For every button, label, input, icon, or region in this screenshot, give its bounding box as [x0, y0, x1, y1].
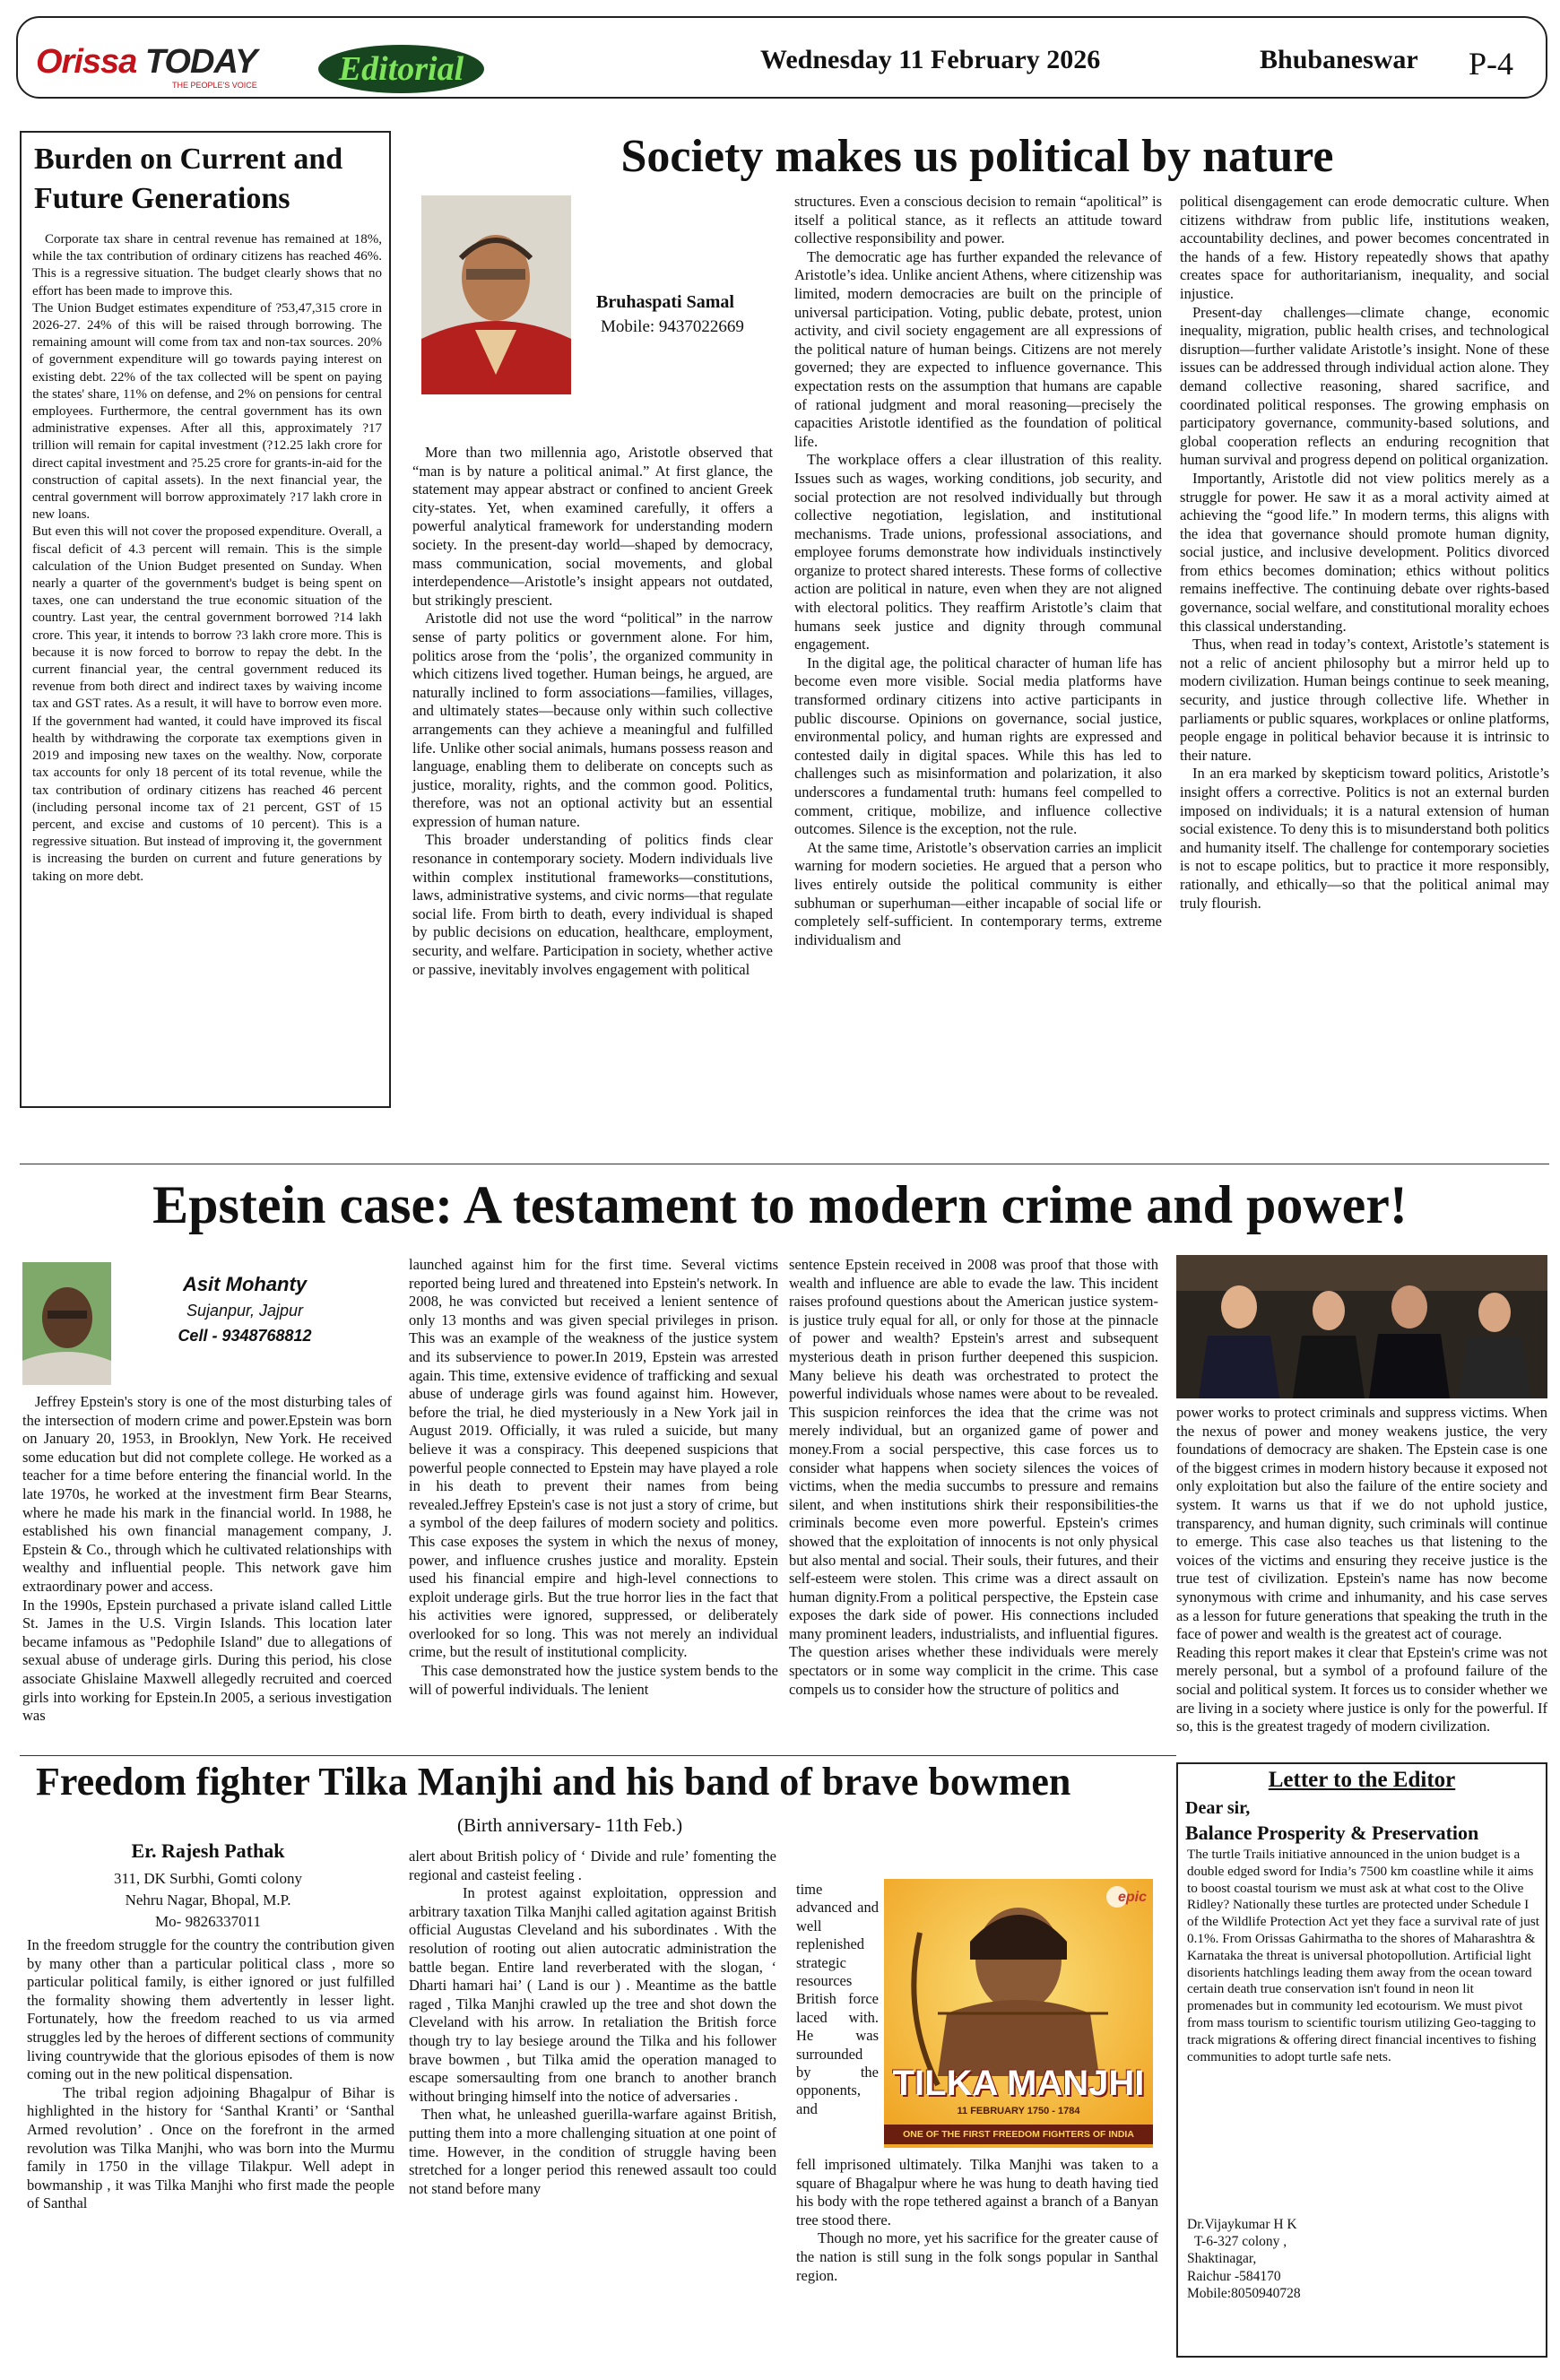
article3-column-1: In the freedom struggle for the country the contribution given by many other than a particular political class , more so particular political family, is either ignored or just fulfilled the formality showing them advertently in lesser light. Fortunately, how the freedom reached to us via armed struggles led by the heroes of different sections of community living countrywide that the glorious episodes of them is now coming out in the new political dispensation. The tribal region adjoining Bhagalpur of Bihar is highlighted in the history for ‘Santhal Kranti’ or ‘Santhal Armed revolution’ . Once on the forefront in the armed revolution was Tilka Manjhi, who was born into the Murmu family in 1750 in the village Tilakpur. Well adept in bowmanship , it was Tilka Manjhi who first made the people of Santhal: [27, 1936, 394, 2212]
section-badge: Editorial: [318, 45, 484, 93]
poster-dates: 11 FEBRUARY 1750 - 1784: [957, 2106, 1080, 2116]
sidebar-body: Corporate tax share in central revenue has remained at 18%, while the tax contribution of ordinary citizens has reached 46%. This is a regressive situation. The budget clearly shows that no effort has been made to improve this. The Union Budget estimates expenditure of ?53,47,315 crore in 2026-27. 24% of this will be raised through borrowing. The remaining amount will come from tax and non-tax sources. 20% of government expenditure will go towards paying interest on existing debt. 22% of the tax collected will be spent on paying the states' share, 11% on defense, and 2% on pensions for central employees. Furthermore, the central government has its own administrative expenses. After all this, approximately ?17 trillion will remain for capital investment (?12.25 lakh crore for direct capital investment and ?5.25 crore for grants-in-aid for the construction of capital assets). In the next financial year, the central government will borrow approximately ?17 lakh crore in new loans. But even this will not cover the proposed expenditure. Overall, a fiscal deficit of 4.3 percent will remain. This is the simple calculation of the Union Budget presented on Sunday. When nearly a quarter of the government's budget is being spent on taxes, one can understand the true economic situation of the country. Last year, the central government borrowed ?14 lakh crore. This year, it intends to borrow ?3 lakh crore more. This is because it is now forced to borrow to repay the debt. In the current financial year, the central government reduced its revenue from both direct and indirect taxes by waiving income tax and GST rates. As a result, it will have to borrow even more. If the government had wanted, it could have improved its fiscal health by withdrawing the corporate tax exemptions given in 2019 and imposing new taxes on the wealthy. Now, corporate tax accounts for only 18 percent of its total revenue, while the tax contribution of ordinary citizens has reached 46 percent (including personal income tax of 21 percent, GST of 15 percent, and excise and customs of 10 percent). This is a regressive situation. But instead of improving it, the government is increasing the burden on current and future generations by taking on more debt.: [32, 232, 382, 884]
newspaper-logo: Orissa TODAY: [36, 43, 257, 81]
article3-column-2: alert about British policy of ‘ Divide and rule’ fomenting the regional and casteist feeling . In protest against exploitation, oppression and arbitrary taxation Tilka Manjhi called agitation against British official Augustas Cleveland and his subordinates . With the resolution of rooting out alien autocratic administration the battle began. Entire land reverberated with the slogan, ‘ Dharti hamari hai’ ( Land is our ) . Meantime as the battle raged , Tilka Manjhi crawled up the tree and shot down the Cleveland with his arrow. In retaliation the British force though try to lay besiege around the Tilka and his follower brave bowmen , but Tilka amid the operation managed to escape somersaulting from one branch to another branch without bringing himself into the notice of adversaries . Then what, he unleashed guerilla-warfare against British, putting them into a more challenging situation at one point of time. However, in the condition of struggle having been stretched for a longer period this renewed assault too could not stand before many: [409, 1848, 776, 2197]
poster-tagline: ONE OF THE FIRST FREEDOM FIGHTERS OF INDIA: [884, 2125, 1153, 2144]
article1-mobile: Mobile: 9437022669: [601, 317, 744, 336]
article2-column-2: launched against him for the first time. Several victims reported being lured and threatened into Epstein's network. In 2008, he was convicted but received a lenient sentence of only 13 months and was given special privileges in prison. This was an example of the weakness of the justice system and its subservience to power.In 2019, Epstein was arrested again. This time, extensive evidence of trafficking and sexual abuse of underage girls was found against him. However, before the trial, he died mysteriously in a New York jail in August 2019. Officially, it was ruled a suicide, but many believe it was a conspiracy. This deepened suspicions that powerful people connected to Epstein may have played a role in his death to prevent their names from being revealed.Jeffrey Epstein's case is not just a story of crime, but a symbol of the deep failures of modern society and politics. This case exposes the system in which the nexus of money, power, and influence crushes justice and morality. Epstein used his financial empire and high-level connections to exploit underage girls. But the true horror lies in the fact that his activities were ignored, suppressed, or deliberately overlooked for so long. This was not merely an individual crime, but the result of institutional complicity. This case demonstrated how the justice system bends to the will of powerful individuals. The lenient: [409, 1256, 778, 1698]
news-photo: [1176, 1255, 1547, 1398]
letter-salutation: Dear sir,: [1185, 1798, 1251, 1818]
article2-cell: Cell - 9348768812: [178, 1327, 312, 1345]
city-name: Bhubaneswar: [1260, 45, 1418, 74]
article2-column-1: Jeffrey Epstein's story is one of the most disturbing tales of the intersection of modern crime and power.Epstein was born on January 20, 1953, in Brooklyn, New York. He received some education but did not complete college. He worked as a teacher for a time before entering the financial world. In the late 1970s, he worked at the investment firm Bear Stearns, where he made his mark in the financial world. In 1988, he established his own financial management company, J. Epstein & Co., through which he cultivated relationships with wealthy and influential people. This network gave him extraordinary power and access. In the 1990s, Epstein purchased a private island called Little St. James in the U.S. Virgin Islands. This location later became infamous as "Pedophile Island" due to allegations of sexual abuse of underage girls. During this period, his close associate Ghislaine Maxwell allegedly recruited and coerced girls into working for Epstein.In 2005, a serious investigation was: [22, 1393, 392, 1725]
article2-headline: Epstein case: A testament to modern crime and power!: [152, 1175, 1408, 1234]
sidebar-title: Burden on Current and Future Generations: [34, 143, 343, 215]
letter-title: Balance Prosperity & Preservation: [1185, 1822, 1479, 1844]
article3-headline: Freedom fighter Tilka Manjhi and his band of brave bowmen: [36, 1760, 1071, 1804]
article1-column-1: More than two millennia ago, Aristotle observed that “man is by nature a political animal.” At first glance, the statement may appear abstract or confined to ancient Greek city-states. Yet, when examined carefully, it offers a powerful analytical framework for understanding modern society. In the present-day world—shaped by democracy, mass communication, social movements, and global interdependence—Aristotle’s insight appears not outdated, but strikingly prescient. Aristotle did not use the word “political” in the narrow sense of party politics or government alone. For him, politics arose from the ‘polis’, the organized community in which citizens lived together. Human beings, he argued, are naturally inclined to form associations—families, villages, and ultimately states—because only within such collective arrangements can they achieve a meaningful and fulfilled life. Unlike other social animals, humans possess reason and language, enabling them to deliberate on concepts such as justice, morality, rights, and the common good. Politics, therefore, was not an optional activity but an essential expression of human nature. This broader understanding of politics finds clear resonance in contemporary society. Modern individuals live within complex institutional frameworks—constitutions, laws, administrative systems, and civic norms—that regulate social life. From birth to death, every individual is shaped by public decisions on education, healthcare, employment, security, and welfare. Participation in society, whether active or passive, inevitably involves engagement with political: [412, 444, 773, 978]
section-divider: [20, 1755, 1176, 1756]
article3-subtitle: (Birth anniversary- 11th Feb.): [457, 1814, 683, 1836]
article1-headline: Society makes us political by nature: [620, 131, 1334, 182]
article3-mobile: Mo- 9826337011: [155, 1913, 261, 1930]
issue-date: Wednesday 11 February 2026: [760, 45, 1101, 74]
article3-author: Er. Rajesh Pathak: [131, 1839, 285, 1862]
article3-column-3: fell imprisoned ultimately. Tilka Manjhi was taken to a square of Bhagalpur where he was hung to death having tied his body with the rope tethered against a branch of a Banyan tree stood there. Though no more, yet his sacrifice for the greater cause of the nation is still sung in the folk songs popular in Santhal region.: [796, 2156, 1158, 2284]
article2-column-3: sentence Epstein received in 2008 was proof that those with wealth and influence are able to evade the law. This incident raises profound questions about the American justice system-is justice truly equal for all, or only for those at the pinnacle of power and wealth? Epstein's arrest and subsequent mysterious death in prison further deepened this suspicion. Many believe his death was orchestrated to protect the powerful individuals whose names were about to be revealed. This suspicion reinforces the idea that the crime was not merely individual, but an organized game of power and money.From a social perspective, this case forces us to consider what happens when society silences the voices of victims, when the media succumbs to pressure and remains silent, and when institutions shirk their responsibilities-the criminals become even more powerful. Epstein's crimes showed that the exploitation of innocents is not only physical but also mental and social. Their souls, their futures, and their self-esteem were stolen. This crime was a direct assault on human dignity.From a political perspective, the Epstein case exposes the dark side of power. His connections included many prominent leaders, industrialists, and influential figures. The question arises whether these individuals were merely spectators or in some way complicit in the crime. This case compels us to consider how the structure of politics and: [789, 1256, 1158, 1698]
article3-column-3-narrow: time advanced and well replenished strategic resources British force laced with. He was surrounded by the opponents, and: [796, 1881, 879, 2117]
letter-body: The turtle Trails initiative announced in the union budget is a double edged sword for India’s 7500 km coastline while it aims to boost coastal tourism we must ask at what cost to the Olive Ridley? Nationally these turtles are protected under Schedule I of the Wildlife Protection Act yet they face a survival rate of just 0.1%. From Orissas Gahirmatha to the shores of Maharashtra & Karnataka the threat is universal photopollution. Artificial light disorients hatchlings leading them away from the ocean toward certain death true conservation isn't found in neon lit promenades but in community led ecotourism. We must pivot from mass tourism to scientific tourism utilizing Geo-tagging to track migrations & offering direct financial incentives to fishing communities to adopt turtle safe nets.: [1187, 1847, 1540, 2064]
article2-author: Asit Mohanty: [182, 1273, 308, 1295]
article1-column-3: political disengagement can erode democratic culture. When citizens withdraw from public life, institutions weaken, accountability declines, and power becomes concentrated in the hands of a few. History repeatedly shows that apathy creates space for authoritarianism, inequality, and social injustice. Present-day challenges—climate change, economic inequality, migration, public health crises, and technological disruption—further validate Aristotle’s insight. None of these issues can be addressed through individual action alone. They demand collective reasoning, shared sacrifice, and coordinated political responses. The growing emphasis on participatory governance, community-based solutions, and global cooperation reflects an enduring recognition that human survival and progress depend on political organization. Importantly, Aristotle did not view politics merely as a struggle for power. He saw it as a moral activity aimed at achieving the “good life.” In modern terms, this aligns with the idea that governance should promote human dignity, social justice, and inclusive development. Politics divorced from ethics becomes domination; ethics without politics remains ineffective. The continuing debate over rights-based governance, social welfare, and constitutional morality echoes this classical understanding. Thus, when read in today’s context, Aristotle’s statement is not a relic of ancient philosophy but a mirror held up to modern civilization. Human beings continue to seek meaning, security, and justice through collective life. Whether in parliaments or public squares, workplaces or online platforms, people engage in political behavior because it is intrinsic to their nature. In an era marked by skepticism toward politics, Aristotle’s insight offers a corrective. Politics is not an external burden imposed on individuals; it is a natural extension of human social existence. To deny this is to misunderstand both politics and humanity itself. The challenge for contemporary societies is not to escape politics, but to practice it more responsibly, rationally, and ethically—so that the political animal may truly flourish.: [1180, 193, 1549, 912]
author-photo: [421, 195, 571, 394]
page-number: P-4: [1469, 46, 1514, 82]
poster-name: TILKA MANJHI: [892, 2064, 1145, 2103]
poster-brand: epic: [1118, 1890, 1148, 1905]
article1-author: Bruhaspati Samal: [596, 292, 734, 312]
article3-address-2: Nehru Nagar, Bhopal, M.P.: [125, 1891, 291, 1908]
article1-column-2: structures. Even a conscious decision to remain “apolitical” is itself a political stance, as it reflects an attitude toward collective responsibility and power. The democratic age has further expanded the relevance of Aristotle’s idea. Unlike ancient Athens, where citizenship was limited, modern democracies are built on the principle of universal participation. Voting, public debate, protest, union activity, and civil society engagement are all expressions of the political nature of human beings. Citizens are not merely governed; they are expected to influence governance. This expectation rests on the assumption that humans are capable of rational judgment and moral reasoning—precisely the capacities Aristotle identified as the foundation of political life. The workplace offers a clear illustration of this reality. Issues such as wages, working conditions, job security, and social protection are not resolved individually but through collective negotiation, legislation, and institutional mechanisms. Trade unions, professional associations, and employee forums demonstrate how individuals instinctively organize to protect shared interests. These forms of collective action are political in nature, even when they are not aligned with electoral politics. They reaffirm Aristotle’s claim that humans seek justice and dignity through communal engagement. In the digital age, the political character of human life has become even more visible. Social media platforms have transformed ordinary citizens into active participants in public discourse. Opinions on governance, social justice, environmental policy, and human rights are expressed and contested daily in digital spaces. While this has led to challenges such as misinformation and polarization, it also underscores a fundamental truth: humans feel compelled to comment, critique, mobilize, and influence collective outcomes. Silence is the exception, not the rule. At the same time, Aristotle’s observation carries an implicit warning for modern societies. He argued that a person who lives entirely outside the political community is either subhuman or superhuman—either incapable of social life or completely self-sufficient. In contemporary terms, extreme individualism and: [794, 193, 1162, 948]
letter-header: Letter to the Editor: [1268, 1768, 1456, 1792]
logo-tagline: THE PEOPLE'S VOICE: [172, 81, 257, 90]
article2-column-4: power works to protect criminals and suppress victims. When the nexus of power and money weakens justice, the very foundations of democracy are shaken. The Epstein case is one of the biggest crimes in modern history because it exposed not only exploitation but also the failure of the entire society and system. It warns us that if we do not uphold justice, transparency, and human dignity, such criminals will continue to emerge. This case also teaches us that listening to the voices of the victims and ensuring they receive justice is the true test of civilization. Epstein's name has now become synonymous with crime and inhumanity, and his case serves as a lesson for future generations that speaking the truth in the face of power and wealth is the greatest act of courage. Reading this report makes it clear that Epstein's crime was not merely personal, but a symbol of a profound failure of the social and political system. It forces us to consider whether we are living in a society where justice is only for the powerful. If so, this is the greatest tragedy of modern civilization.: [1176, 1404, 1547, 1735]
article2-location: Sujanpur, Jajpur: [186, 1302, 304, 1320]
article3-address-1: 311, DK Surbhi, Gomti colony: [114, 1870, 302, 1887]
author-photo: [22, 1262, 111, 1385]
letter-signature: Dr.Vijaykumar H K T-6-327 colony , Shaktinagar, Raichur -584170 Mobile:8050940728: [1187, 2217, 1301, 2301]
